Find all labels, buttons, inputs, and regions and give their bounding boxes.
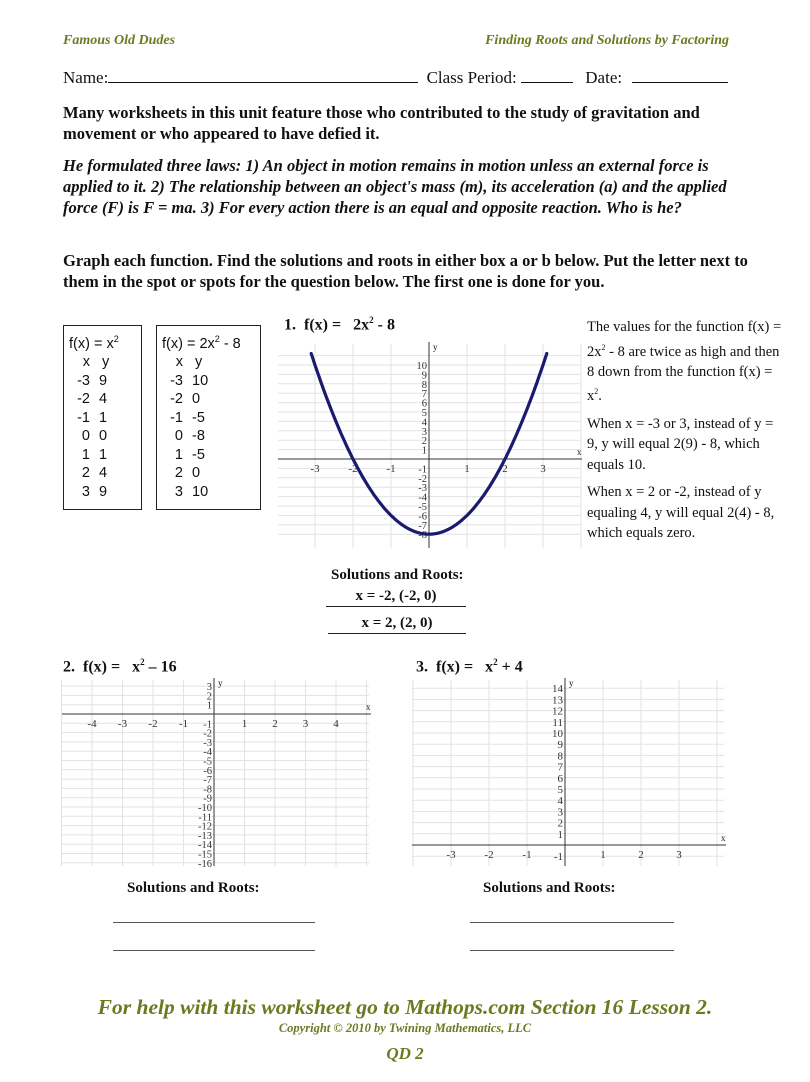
y-tick-label: 4	[557, 795, 563, 808]
x-tick-label: -1	[522, 849, 532, 861]
name-label: Name:	[63, 68, 109, 87]
y-tick-label: 2	[557, 817, 563, 830]
problem-3-answer-2[interactable]	[470, 949, 674, 951]
worksheet-code: QD 2	[386, 1044, 424, 1063]
y-tick-label: -7	[418, 520, 427, 532]
explanation-notes	[587, 317, 787, 551]
y-tick-label: -2	[418, 473, 427, 485]
y-tick-label: 13	[552, 694, 563, 707]
y-tick-label: 11	[552, 716, 563, 729]
y-tick-label: -4	[203, 747, 212, 759]
table-row: -3 10	[170, 372, 209, 389]
x-tick-label: 1	[241, 718, 248, 730]
x-tick-label: -2	[348, 463, 358, 475]
y-axis-label: y	[569, 678, 574, 688]
y-tick-label: -1	[203, 719, 212, 731]
problem-2-answer-2[interactable]	[113, 949, 315, 951]
class-period-field[interactable]	[521, 68, 573, 83]
y-tick-label: -8	[418, 530, 427, 542]
x-axis-label: x	[366, 702, 371, 712]
x-tick-label: 3	[676, 849, 682, 861]
table-header-row: x y	[82, 354, 110, 371]
name-field[interactable]	[108, 68, 418, 83]
y-tick-label: -16	[198, 858, 212, 868]
y-tick-label: -1	[418, 464, 427, 476]
table-row: 2 4	[81, 465, 108, 482]
y-tick-label: -8	[203, 784, 212, 796]
y-tick-label: -2	[203, 728, 212, 740]
y-tick-label: -11	[198, 812, 212, 824]
table-row: -2 4	[77, 391, 108, 408]
x-tick-label: -2	[148, 718, 158, 730]
y-tick-label: 8	[557, 750, 563, 763]
y-tick-label: 1	[206, 700, 212, 712]
date-field[interactable]	[632, 68, 728, 83]
table-row: -1 1	[77, 409, 108, 426]
table-title: $f(x) = x^2$	[69, 334, 119, 352]
table-row: 3 10	[174, 483, 209, 500]
student-info-row	[63, 68, 733, 88]
copyright-text: Copyright © 2010 by Twining Mathematics, LLC	[278, 1021, 532, 1035]
y-tick-label: -4	[418, 492, 427, 504]
y-tick-label: 2	[206, 691, 212, 703]
y-tick-label: -7	[203, 775, 212, 787]
x-tick-label: -1	[386, 463, 396, 475]
x-tick-label: 2	[638, 849, 644, 861]
riddle-paragraph: He formulated three laws: 1) An object in motion remains in motion unless an external force is applied to it. 2) The relationship between an object's mass (m), its acceleration (a) and the applied force (F) is F = ma. 3) For every action there is an equal and opposite reaction. Who is he?	[63, 156, 727, 217]
y-tick-label: -3	[203, 737, 212, 749]
y-tick-label: 9	[557, 739, 563, 752]
y-tick-label: -15	[198, 849, 212, 861]
y-tick-label: 5	[421, 408, 427, 419]
x-tick-label: -1	[178, 718, 189, 730]
x-tick-label: 2	[502, 463, 508, 475]
explanation-paragraph-1: The values for the function $f(x) = 2x^2 - 8$ are twice as high and then 8 down from the function $f(x) = x^2$.	[587, 319, 782, 405]
instructions-paragraph: Graph each function. Find the solutions and roots in either box a or b below. Put the letter next to them in the spot or spots for the question below. The first one is done for you.	[63, 251, 748, 291]
x-tick-label: -2	[484, 849, 494, 861]
y-tick-label: 7	[421, 389, 427, 401]
problem-2-solutions-heading: Solutions and Roots:	[127, 880, 260, 896]
y-tick-label: -12	[198, 821, 212, 833]
graph-2-coordinate-plane[interactable]	[60, 676, 375, 868]
y-tick-label: 6	[557, 772, 563, 785]
x-tick-label: -3	[117, 718, 128, 730]
y-tick-label: 2	[421, 436, 427, 448]
y-tick-label: -10	[198, 803, 212, 814]
x-axis-label: x	[721, 833, 726, 843]
table-row: 0 0	[81, 428, 108, 445]
x-tick-label: 4	[333, 718, 339, 730]
table-row: 2 0	[174, 465, 201, 482]
y-tick-label: -1	[553, 851, 563, 864]
y-tick-label: 5	[557, 784, 563, 796]
y-tick-label: 9	[421, 370, 427, 382]
problem-1-solutions-heading: Solutions and Roots:	[331, 567, 464, 583]
class-period-label: Class Period:	[426, 68, 517, 87]
problem-2-title: 2. f(x) = $x^2 - 16$	[63, 657, 177, 676]
problem-3-answer-1[interactable]	[470, 921, 674, 923]
grid-lines	[62, 680, 370, 866]
y-tick-label: -5	[203, 756, 212, 768]
x-tick-label: -3	[310, 463, 320, 475]
x-tick-label: 1	[464, 463, 470, 475]
x-tick-label: 1	[600, 849, 606, 861]
y-tick-label: 12	[552, 705, 563, 718]
y-tick-label: 14	[552, 683, 563, 696]
grid-lines	[412, 680, 724, 866]
table-row: -2 0	[170, 391, 201, 408]
y-tick-label: 1	[421, 445, 427, 457]
graph-1-coordinate-plane[interactable]	[276, 340, 586, 550]
help-link-text: For help with this worksheet go to Mathops.com Section 16 Lesson 2.	[97, 995, 713, 1019]
intro-paragraph: Many worksheets in this unit feature those who contributed to the study of gravitation and movement or who appeared to have defied it.	[63, 103, 700, 143]
y-axis-label: y	[433, 342, 438, 352]
y-tick-label: 3	[421, 426, 427, 438]
y-tick-label: 7	[557, 761, 563, 774]
y-tick-label: 10	[552, 728, 563, 740]
y-tick-label: -9	[203, 793, 212, 805]
y-axis-label: y	[218, 678, 223, 688]
graph-3-coordinate-plane[interactable]	[410, 676, 730, 868]
problem-3-solutions-heading: Solutions and Roots:	[483, 880, 616, 896]
date-label: Date:	[585, 68, 623, 87]
table-title: $f(x) = 2x^2 - 8$	[162, 334, 241, 352]
y-tick-label: 3	[557, 806, 563, 819]
worksheet-series-title: Famous Old Dudes	[63, 33, 176, 48]
y-tick-label: 8	[421, 379, 427, 391]
y-tick-label: -5	[418, 502, 427, 513]
y-tick-label: -14	[198, 840, 212, 852]
worksheet-topic-title: Finding Roots and Solutions by Factoring	[485, 33, 729, 48]
x-tick-label: 3	[302, 718, 309, 730]
table-row: 0 -8	[174, 428, 205, 445]
table-row: -3 9	[77, 372, 108, 389]
x-tick-label: 3	[540, 463, 546, 475]
problem-1-answer-2[interactable]: x = 2, (2, 0)	[328, 614, 466, 634]
y-tick-label: 4	[421, 417, 427, 429]
x-tick-label: -3	[446, 849, 456, 861]
table-row: 3 9	[81, 483, 108, 500]
table-f-x-squared	[63, 325, 142, 510]
y-tick-label: -6	[418, 511, 427, 523]
table-row: -1 -5	[170, 409, 205, 426]
x-tick-label: -4	[87, 718, 97, 730]
x-axis-label: x	[577, 447, 582, 457]
y-tick-label: -6	[203, 765, 212, 777]
explanation-paragraph-3: When x = 2 or -2, instead of y equaling 4, y will equal 2(4) - 8, which equals zero.	[587, 484, 775, 542]
explanation-paragraph-2: When x = -3 or 3, instead of y = 9, y will equal 2(9) - 8, which equals 10.	[587, 415, 774, 473]
y-tick-label: 10	[416, 361, 427, 372]
y-tick-label: -13	[198, 830, 212, 842]
x-tick-label: 2	[272, 718, 278, 730]
table-row: 1 -5	[174, 446, 205, 463]
y-tick-label: 1	[557, 828, 563, 841]
table-header-row: x y	[175, 354, 203, 371]
problem-1-title: 1. f(x) = $2x^2 - 8$	[284, 315, 395, 334]
table-row: 1 1	[81, 446, 108, 463]
y-tick-label: 6	[421, 398, 427, 410]
problem-3-title: 3. f(x) = $x^2 + 4$	[416, 657, 523, 676]
y-tick-label: -3	[418, 483, 427, 495]
problem-2-answer-1[interactable]	[113, 921, 315, 923]
problem-1-answer-1[interactable]: x = -2, (-2, 0)	[326, 587, 466, 607]
y-tick-label: 3	[206, 682, 212, 694]
table-f-2x-squared-minus-8	[156, 325, 261, 510]
